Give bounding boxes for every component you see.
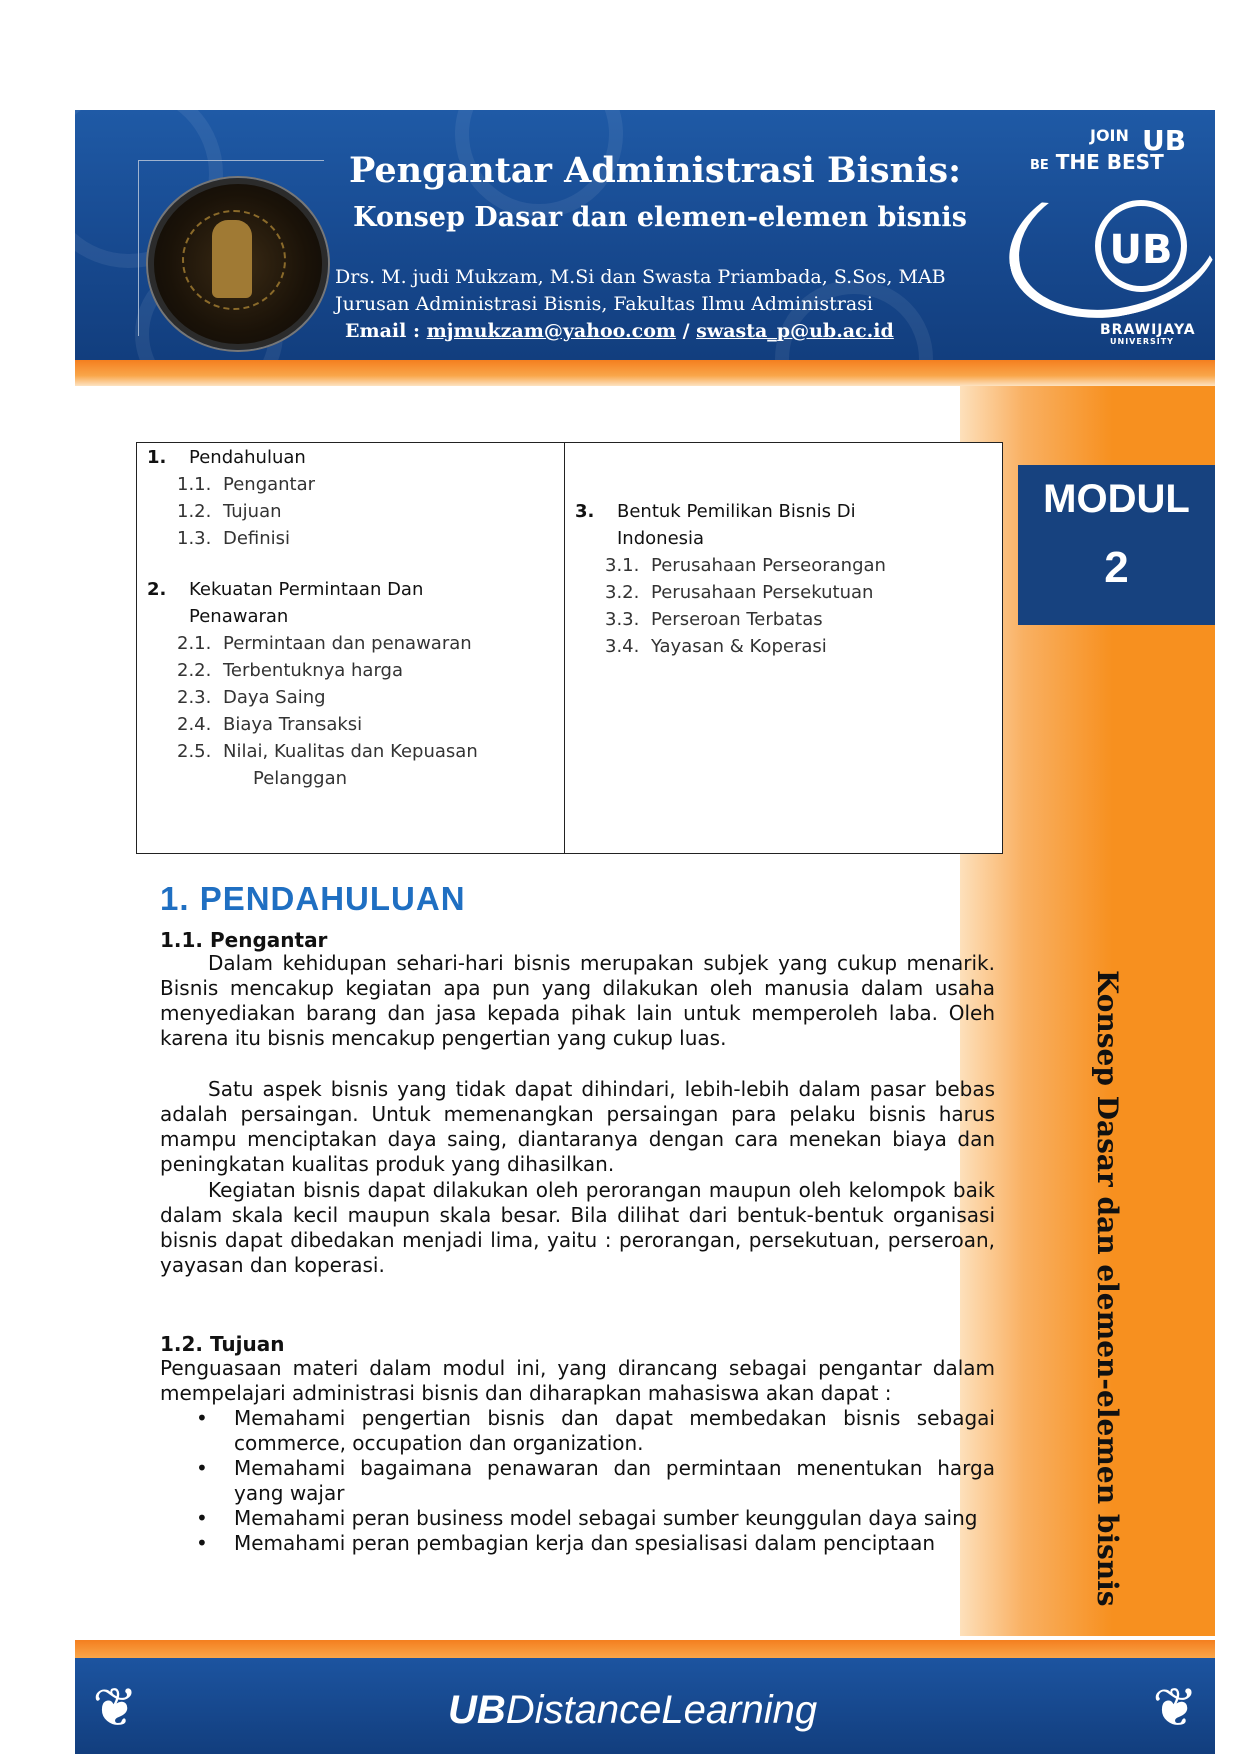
table-of-contents [136, 442, 1003, 854]
toc-item-label: Definisi [223, 528, 291, 549]
authors: Drs. M. judi Mukzam, M.Si dan Swasta Priambada, S.Sos, MAB [335, 266, 946, 288]
document-title: Pengantar Administrasi Bisnis: [349, 150, 961, 191]
toc-item-number: 3. [575, 501, 595, 522]
toc-item-label: Terbentuknya harga [223, 660, 403, 681]
email-line [345, 320, 894, 342]
university-seal-logo [148, 178, 328, 350]
section-heading: 1. PENDAHULUAN [160, 880, 466, 917]
toc-item-number: 3.2. [605, 582, 640, 603]
list-item-text: Memahami bagaimana penawaran dan permintaan menentukan harga yang wajar [234, 1456, 995, 1505]
toc-item-label: Indonesia [617, 528, 705, 549]
toc-item-number: 2.2. [177, 660, 212, 681]
modul-box [1018, 465, 1215, 625]
toc-item-number: 3.1. [605, 555, 640, 576]
toc-item-label: Nilai, Kualitas dan Kepuasan [223, 741, 478, 762]
toc-item-label: Perusahaan Perseorangan [651, 555, 886, 576]
email-separator: / [675, 320, 697, 342]
toc-item-label: Daya Saing [223, 687, 326, 708]
toc-item-number: 1.1. [177, 474, 212, 495]
list-item [160, 1456, 995, 1506]
toc-item-label: Pendahuluan [189, 447, 306, 468]
department: Jurusan Administrasi Bisnis, Fakultas Ilmu Administrasi [335, 293, 874, 315]
toc-item-label: Pengantar [223, 474, 316, 495]
subsection-heading-tujuan: 1.2. Tujuan [160, 1332, 285, 1356]
toc-item-number: 2.4. [177, 714, 212, 735]
toc-item-number: 3.3. [605, 609, 640, 630]
logo-university: UNIVERSITY [1110, 337, 1174, 346]
bullet-icon: • [196, 1406, 208, 1430]
document-subtitle: Konsep Dasar dan elemen-elemen bisnis [353, 202, 967, 233]
list-item [160, 1531, 995, 1556]
list-item-text: Memahami peran business model sebagai sumber keunggulan daya saing [234, 1506, 978, 1530]
logo-brawijaya: BRAWIJAYA [1100, 322, 1196, 338]
email-label: Email : [345, 320, 427, 342]
toc-item-label: Penawaran [189, 606, 289, 627]
footer-ornament-left-icon: ❦ [92, 1676, 138, 1739]
toc-item-label: Permintaan dan penawaran [223, 633, 472, 654]
header-orange-stripe [75, 360, 1215, 386]
ub-circle-logo: UB [1095, 200, 1187, 292]
subsection-heading-pengantar: 1.1. Pengantar [160, 928, 328, 952]
modul-number: 2 [1104, 543, 1129, 592]
toc-item-label: Perusahaan Persekutuan [651, 582, 874, 603]
toc-item-label: Yayasan & Koperasi [651, 636, 827, 657]
toc-item-number: 1.3. [177, 528, 212, 549]
toc-item-number: 2. [147, 579, 167, 600]
toc-item-label: Tujuan [223, 501, 282, 522]
modul-label: MODUL [1043, 477, 1190, 521]
toc-item-number: 2.3. [177, 687, 212, 708]
bullet-icon: • [196, 1506, 208, 1530]
toc-item-label: Pelanggan [253, 768, 348, 789]
toc-item-label: Perseroan Terbatas [651, 609, 823, 630]
toc-item-number: 1.2. [177, 501, 212, 522]
toc-divider [564, 443, 565, 853]
footer-ornament-right-icon: ❦ [1152, 1676, 1198, 1739]
list-item [160, 1406, 995, 1456]
side-title: Konsep Dasar dan elemen-elemen bisnis [1091, 970, 1124, 1607]
list-item-text: Memahami pengertian bisnis dan dapat membedakan bisnis sebagai commerce, occupation dan organization. [234, 1406, 995, 1455]
toc-item-label: Bentuk Pemilikan Bisnis Di [617, 501, 856, 522]
paragraph-2: Satu aspek bisnis yang tidak dapat dihindari, lebih-lebih dalam pasar bebas adalah persaingan. Untuk memenangkan persaingan para pelaku bisnis harus mampu menciptakan daya saing, diantaranya dengan cara menekan biaya dan peningkatan kualitas produk yang dihasilkan. [160, 1077, 995, 1176]
toc-item-number: 1. [147, 447, 167, 468]
toc-item-label: Biaya Transaksi [223, 714, 363, 735]
toc-item-label: Kekuatan Permintaan Dan [189, 579, 424, 600]
logo-join-text: JOIN [1090, 126, 1129, 145]
footer-orange-stripe [75, 1640, 1215, 1658]
paragraph-3: Kegiatan bisnis dapat dilakukan oleh perorangan maupun oleh kelompok baik dalam skala kecil maupun skala besar. Bila dilihat dari bentuk-bentuk organisasi bisnis dapat dibedakan menjadi lima, yaitu : perorangan, persekutuan, perseroan, yayasan dan koperasi. [160, 1178, 995, 1277]
list-item-text: Memahami peran pembagian kerja dan spesialisasi dalam penciptaan [234, 1531, 935, 1555]
logo-ub-text: UB [1142, 124, 1187, 157]
email-link-1[interactable]: mjmukzam@yahoo.com [426, 320, 676, 342]
toc-item-number: 2.5. [177, 741, 212, 762]
email-link-2[interactable]: swasta_p@ub.ac.id [696, 320, 894, 342]
toc-item-number: 2.1. [177, 633, 212, 654]
list-item [160, 1506, 995, 1531]
bullet-icon: • [196, 1531, 208, 1555]
bullet-icon: • [196, 1456, 208, 1480]
paragraph-4: Penguasaan materi dalam modul ini, yang dirancang sebagai pengantar dalam mempelajari administrasi bisnis dan diharapkan mahasiswa akan dapat : [160, 1356, 995, 1405]
toc-item-number: 3.4. [605, 636, 640, 657]
footer-brand: UBDistanceLearning [448, 1688, 818, 1732]
logo-be-the-best: BE THE BEST [1030, 150, 1164, 174]
objectives-list [160, 1406, 995, 1556]
paragraph-1: Dalam kehidupan sehari-hari bisnis merupakan subjek yang cukup menarik. Bisnis mencakup kegiatan apa pun yang dilakukan oleh manusia dalam usaha menyediakan barang dan jasa kepada pihak lain untuk memperoleh laba. Oleh karena itu bisnis mencakup pengertian yang cukup luas. [160, 951, 995, 1050]
